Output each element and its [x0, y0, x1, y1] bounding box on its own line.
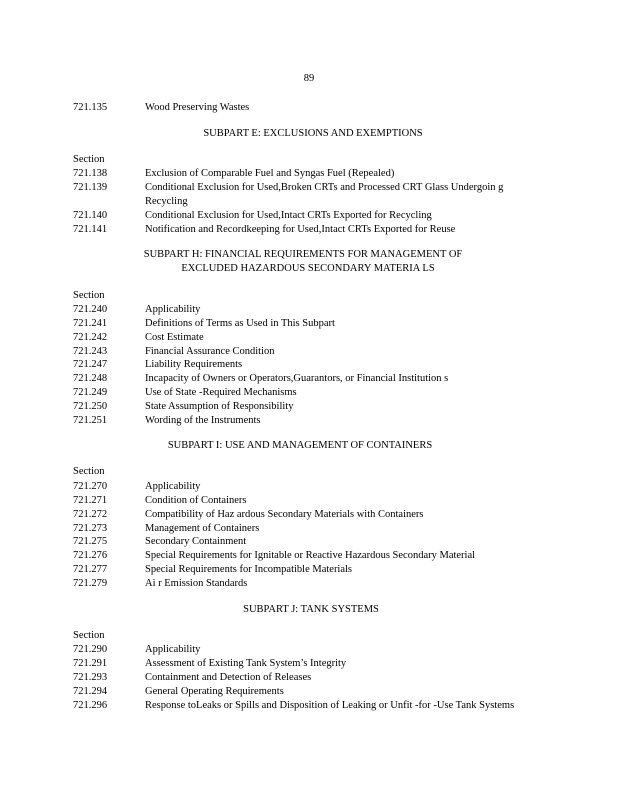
section-number: 721.248: [73, 373, 108, 384]
section-title: Applicability: [145, 304, 201, 315]
section-title: Secondary Containment: [145, 536, 247, 547]
section-number: 721.272: [73, 509, 108, 520]
section-title: Wording of the Instruments: [145, 415, 261, 426]
section-title: Ai r Emission Standards: [145, 578, 248, 589]
section-number: 721.140: [73, 210, 108, 221]
section-title: Applicability: [145, 481, 201, 492]
subpart-h-heading-line1: SUBPART H: FINANCIAL REQUIREMENTS FOR MANAGEMENT OF: [143, 249, 463, 260]
section-title: Special Requirements for Ignitable or Reactive Hazardous Secondary Material: [145, 550, 476, 561]
section-number: 721.277: [73, 564, 108, 575]
section-number: 721.247: [73, 359, 108, 370]
section-title: Definitions of Terms as Used in This Subpart: [145, 318, 335, 329]
section-title: Cost Estimate: [145, 332, 204, 343]
section-title: Exclusion of Comparable Fuel and Syngas Fuel (Repealed): [145, 168, 395, 179]
section-number: 721.276: [73, 550, 108, 561]
section-number: 721.240: [73, 304, 108, 315]
section-number: 721.135: [73, 102, 108, 113]
subpart-j-heading: SUBPART J: TANK SYSTEMS: [243, 604, 379, 615]
section-number: 721.139: [73, 182, 108, 193]
section-title: Liability Requirements: [145, 359, 243, 370]
section-number: 721.294: [73, 686, 108, 697]
section-number: 721.242: [73, 332, 108, 343]
section-number: 721.296: [73, 700, 108, 711]
section-label: Section: [73, 630, 105, 641]
section-title: Conditional Exclusion for Used,Broken CRTs and Processed CRT Glass Undergoin g Recycling: [145, 182, 504, 207]
section-number: 721.279: [73, 578, 108, 589]
subpart-e-heading: SUBPART E: EXCLUSIONS AND EXEMPTIONS: [203, 128, 423, 139]
section-title: State Assumption of Responsibility: [145, 401, 294, 412]
section-number: 721.271: [73, 495, 108, 506]
section-number: 721.243: [73, 346, 108, 357]
section-title: Incapacity of Owners or Operators,Guarantors, or Financial Institution s: [145, 373, 449, 384]
section-number: 721.270: [73, 481, 108, 492]
section-title: Notification and Recordkeeping for Used,Intact CRTs Exported for Reuse: [145, 224, 456, 235]
section-number: 721.241: [73, 318, 108, 329]
section-number: 721.138: [73, 168, 108, 179]
section-number: 721.275: [73, 536, 108, 547]
section-label: Section: [73, 154, 105, 165]
section-title: Financial Assurance Condition: [145, 346, 275, 357]
section-number: 721.251: [73, 415, 108, 426]
section-number: 721.293: [73, 672, 108, 683]
section-number: 721.290: [73, 644, 108, 655]
section-title: Assessment of Existing Tank System’s Integrity: [145, 658, 347, 669]
section-title: Compatibility of Haz ardous Secondary Materials with Containers: [145, 509, 424, 520]
section-title: Use of State -Required Mechanisms: [145, 387, 297, 398]
subpart-i-heading: SUBPART I: USE AND MANAGEMENT OF CONTAINERS: [167, 440, 433, 451]
section-title: Special Requirements for Incompatible Materials: [145, 564, 353, 575]
subpart-h-heading-line2: EXCLUDED HAZARDOUS SECONDARY MATERIA LS: [181, 263, 435, 274]
section-title: Wood Preserving Wastes: [145, 102, 250, 113]
section-title: Condition of Containers: [145, 495, 247, 506]
section-title: Applicability: [145, 644, 201, 655]
section-label: Section: [73, 466, 105, 477]
section-number: 721.273: [73, 523, 108, 534]
section-title: General Operating Requirements: [145, 686, 284, 697]
section-title: Containment and Detection of Releases: [145, 672, 312, 683]
section-title: Management of Containers: [145, 523, 260, 534]
section-number: 721.250: [73, 401, 108, 412]
section-number: 721.291: [73, 658, 108, 669]
section-number: 721.249: [73, 387, 108, 398]
section-label: Section: [73, 290, 105, 301]
section-title: Response toLeaks or Spills and Disposition of Leaking or Unfit -for -Use Tank Systems: [145, 700, 515, 711]
page-number: 89: [303, 73, 315, 84]
section-title: Conditional Exclusion for Used,Intact CRTs Exported for Recycling: [145, 210, 432, 221]
section-number: 721.141: [73, 224, 108, 235]
